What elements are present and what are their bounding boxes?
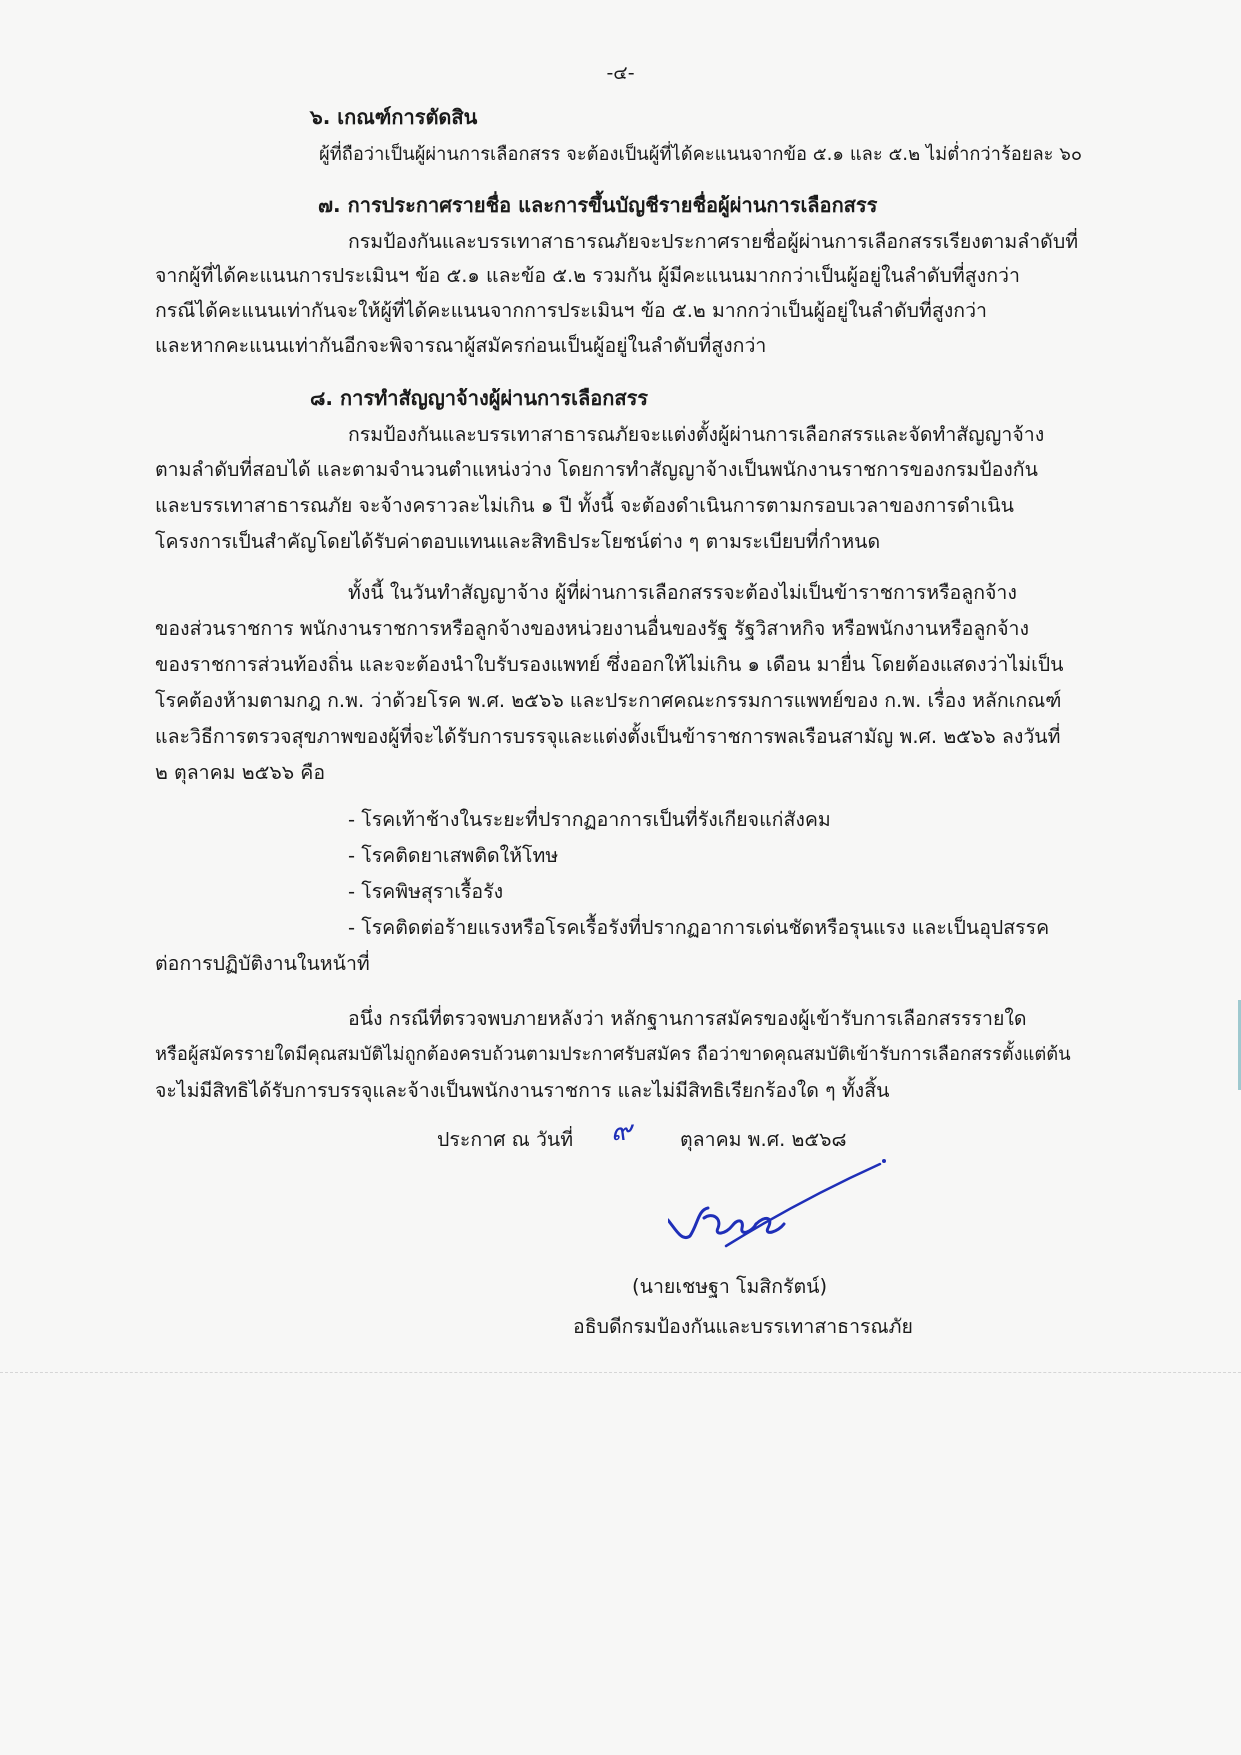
section8-line: ตามลำดับที่สอบได้ และตามจำนวนตำแหน่งว่าง โดยการทำสัญญาจ้างเป็นพนักงานราชการของกรมป้องกัน bbox=[155, 458, 1038, 481]
section7-line: กรณีได้คะแนนเท่ากันจะให้ผู้ที่ได้คะแนนจากการประเมินฯ ข้อ ๕.๒ มากกว่าเป็นผู้อยู่ในลำดับที่สูงกว่า bbox=[155, 299, 987, 322]
section7-line: และหากคะแนนเท่ากันอีกจะพิจารณาผู้สมัครก่อนเป็นผู้อยู่ในลำดับที่สูงกว่า bbox=[155, 334, 767, 357]
announce-prefix: ประกาศ ณ วันที่ bbox=[437, 1128, 574, 1151]
section6-line: ผู้ที่ถือว่าเป็นผู้ผ่านการเลือกสรร จะต้องเป็นผู้ที่ได้คะแนนจากข้อ ๕.๑ และ ๕.๒ ไม่ต่ำกว่าร้อยละ ๖๐ bbox=[319, 144, 1083, 165]
signatory-name: (นายเชษฐา โมสิกรัตน์) bbox=[632, 1275, 828, 1298]
disease-item: - โรคพิษสุราเรื้อรัง bbox=[348, 880, 504, 903]
announce-day-handwritten: ๙ bbox=[611, 1114, 632, 1147]
section7-line: กรมป้องกันและบรรเทาสาธารณภัยจะประกาศรายชื่อผู้ผ่านการเลือกสรรเรียงตามลำดับที่ bbox=[348, 230, 1079, 253]
section8-para2-line: โรคต้องห้ามตามกฎ ก.พ. ว่าด้วยโรค พ.ศ. ๒๕๖๖ และประกาศคณะกรรมการแพทย์ของ ก.พ. เรื่อง หลักเกณฑ์ bbox=[155, 689, 1062, 712]
section8-line: กรมป้องกันและบรรเทาสาธารณภัยจะแต่งตั้งผู้ผ่านการเลือกสรรและจัดทำสัญญาจ้าง bbox=[348, 423, 1045, 446]
section8-title: ๘. การทำสัญญาจ้างผู้ผ่านการเลือกสรร bbox=[310, 386, 649, 410]
section8-para2-line: ๒ ตุลาคม ๒๕๖๖ คือ bbox=[155, 761, 326, 784]
disease-item: - โรคเท้าช้างในระยะที่ปรากฏอาการเป็นที่รังเกียจแก่สังคม bbox=[348, 808, 831, 831]
page-number: -๔- bbox=[606, 62, 635, 84]
section8-para3-line: จะไม่มีสิทธิได้รับการบรรจุและจ้างเป็นพนักงานราชการ และไม่มีสิทธิเรียกร้องใด ๆ ทั้งสิ้น bbox=[155, 1079, 890, 1102]
section8-para2-line: ของราชการส่วนท้องถิ่น และจะต้องนำใบรับรองแพทย์ ซึ่งออกให้ไม่เกิน ๑ เดือน มายื่น โดยต้องแสดงว่าไม่เป็น bbox=[155, 653, 1064, 676]
page-fold-line bbox=[0, 1372, 1241, 1373]
section6-title: ๖. เกณฑ์การตัดสิน bbox=[310, 105, 478, 129]
section8-para2-line: ทั้งนี้ ในวันทำสัญญาจ้าง ผู้ที่ผ่านการเลือกสรรจะต้องไม่เป็นข้าราชการหรือลูกจ้าง bbox=[348, 581, 1017, 604]
signatory-position: อธิบดีกรมป้องกันและบรรเทาสาธารณภัย bbox=[573, 1315, 913, 1338]
section8-line: และบรรเทาสาธารณภัย จะจ้างคราวละไม่เกิน ๑ ปี ทั้งนี้ จะต้องดำเนินการตามกรอบเวลาของการดำเนิน bbox=[155, 494, 1014, 517]
signature-mark bbox=[668, 1158, 888, 1258]
disease-item: - โรคติดยาเสพติดให้โทษ bbox=[348, 844, 559, 867]
disease-item-continued: ต่อการปฏิบัติงานในหน้าที่ bbox=[155, 952, 370, 975]
announce-suffix: ตุลาคม พ.ศ. ๒๕๖๘ bbox=[680, 1128, 847, 1151]
section8-para3-line: อนึ่ง กรณีที่ตรวจพบภายหลังว่า หลักฐานการสมัครของผู้เข้ารับการเลือกสรรรายใด bbox=[348, 1007, 1027, 1030]
section8-para2-line: และวิธีการตรวจสุขภาพของผู้ที่จะได้รับการบรรจุและแต่งตั้งเป็นข้าราชการพลเรือนสามัญ พ.ศ. ๒๕๖๖ ลงวันที่ bbox=[155, 725, 1061, 748]
section7-line: จากผู้ที่ได้คะแนนการประเมินฯ ข้อ ๕.๑ และข้อ ๕.๒ รวมกัน ผู้มีคะแนนมากกว่าเป็นผู้อยู่ในลำดับที่สูงกว่า bbox=[155, 264, 1020, 287]
disease-item: - โรคติดต่อร้ายแรงหรือโรคเรื้อรังที่ปรากฏอาการเด่นชัดหรือรุนแรง และเป็นอุปสรรค bbox=[348, 916, 1050, 939]
section8-para2-line: ของส่วนราชการ พนักงานราชการหรือลูกจ้างของหน่วยงานอื่นของรัฐ รัฐวิสาหกิจ หรือพนักงานหรือลูกจ้าง bbox=[155, 617, 1030, 640]
section8-line: โครงการเป็นสำคัญโดยได้รับค่าตอบแทนและสิทธิประโยชน์ต่าง ๆ ตามระเบียบที่กำหนด bbox=[155, 530, 881, 553]
section7-title: ๗. การประกาศรายชื่อ และการขึ้นบัญชีรายชื่อผู้ผ่านการเลือกสรร bbox=[318, 193, 878, 217]
section8-para3-line: หรือผู้สมัครรายใดมีคุณสมบัติไม่ถูกต้องครบถ้วนตามประกาศรับสมัคร ถือว่าขาดคุณสมบัติเข้ารับการเลือกสรรตั้งแต่ต้น bbox=[155, 1044, 1071, 1065]
